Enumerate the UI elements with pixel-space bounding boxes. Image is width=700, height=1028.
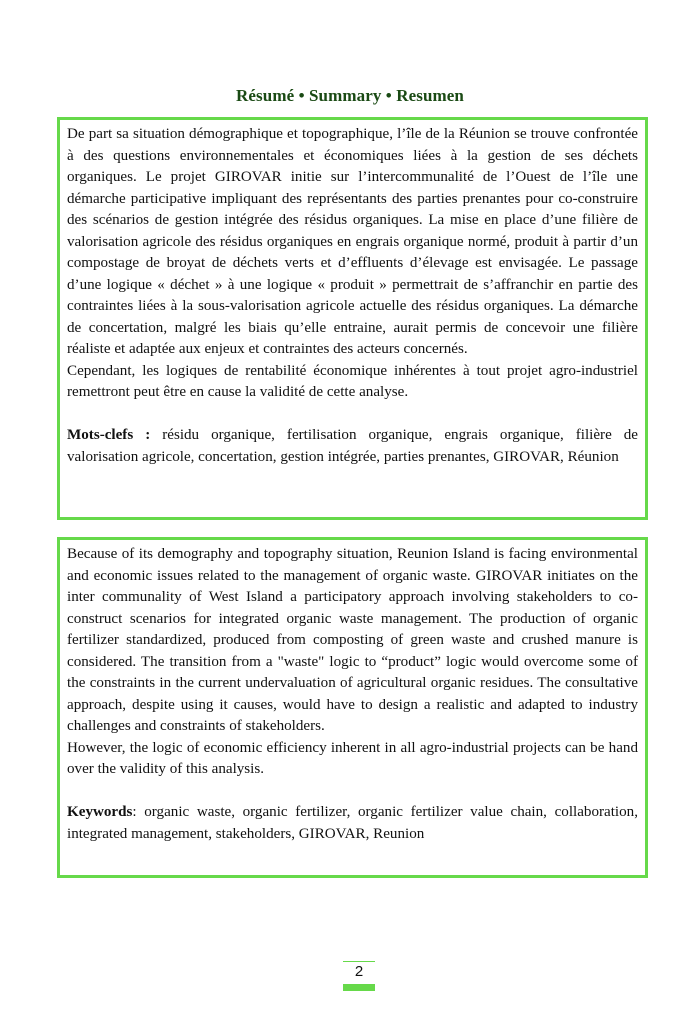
paragraph-spacer [67, 404, 638, 426]
abstract-fr-paragraph-1: De part sa situation démographique et topographique, l’île de la Réunion se trouve confrontée à des questions environnementales et économiques liées à la gestion de ses déchets organiques. Le projet GIROVAR initie sur l’intercommunalité de l’Ouest de l’île une démarche participative impliquant des représentants des parties prenantes pour co-construire des scénarios de gestion intégrée des résidus organiques. La mise en place d’une filière de valorisation agricole des résidus organiques en engrais organique normé, produit à partir d’un compostage de broyat de déchets verts et d’effluents d’élevage est envisagée. Le passage d’une logique « déchet » à une logique « produit » permettrait de s’affranchir en partie des contraintes liées à la sous-valorisation agricole actuelle des résidus organiques. La démarche de concertation, malgré les biais qu’elle entraine, aurait permis de concevoir une filière réaliste et adaptée aux enjeux et contraintes des acteurs concernés. [67, 126, 638, 357]
page-number-bar [343, 984, 375, 991]
page-number: 2 [343, 961, 375, 982]
paragraph-spacer [67, 781, 638, 803]
abstract-en-paragraph-1: Because of its demography and topography situation, Reunion Island is facing environmental and economic issues related to the management of organic waste. GIROVAR initiates on the inter communality of West Island a participatory approach involving stakeholders to co-construct scenarios for integrated organic waste management. The production of organic fertilizer standardized, produced from composting of green waste and crushed manure is considered. The transition from a "waste" logic to “product” logic would overcome some of the constraints in the current undervaluation of agricultural organic residues. The consultative approach, despite using it causes, would have to design a realistic and adapted to industry challenges and constraints of stakeholders. [67, 546, 638, 734]
abstract-fr-paragraph-2: Cependant, les logiques de rentabilité économique inhérentes à tout projet agro-industriel remettront peut être en cause la validité de cette analyse. [67, 362, 638, 400]
keywords-en [67, 802, 638, 845]
keywords-fr-list: résidu organique, fertilisation organique, engrais organique, filière de valorisation agricole, concertation, gestion intégrée, parties prenantes, GIROVAR, Réunion [67, 427, 638, 465]
abstract-box-english [57, 537, 648, 878]
keywords-fr-label: Mots-clefs : [67, 427, 151, 443]
abstract-en-paragraph-2: However, the logic of economic efficiency inherent in all agro-industrial projects can be hand over the validity of this analysis. [67, 739, 638, 777]
keywords-fr [67, 425, 638, 468]
page-title: Résumé • Summary • Resumen [236, 86, 464, 105]
abstract-box-french [57, 117, 648, 520]
keywords-en-label: Keywords [67, 804, 133, 820]
keywords-en-list: : organic waste, organic fertilizer, organic fertilizer value chain, collaboration, integrated management, stakeholders, GIROVAR, Reunion [67, 804, 638, 842]
